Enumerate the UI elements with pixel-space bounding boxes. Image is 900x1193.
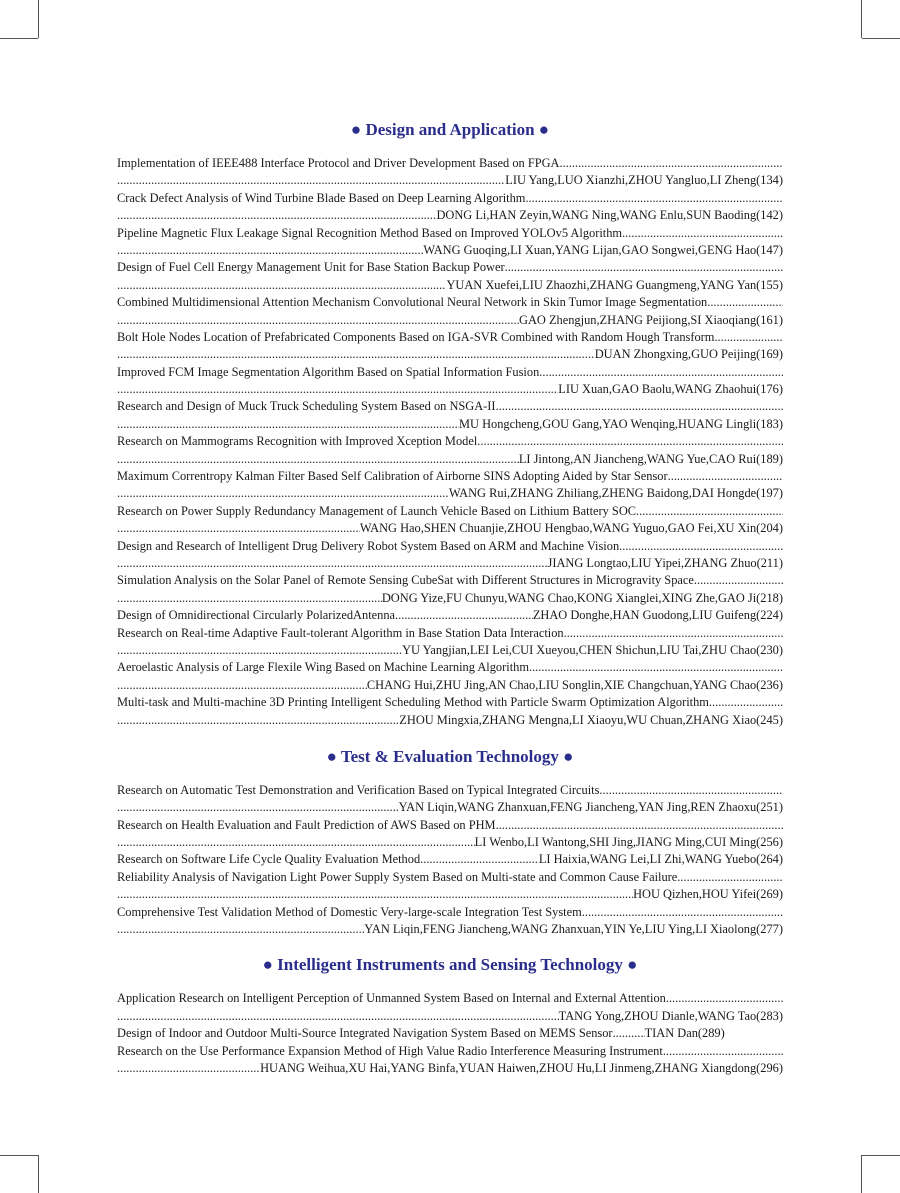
entry-title: Research and Design of Muck Truck Scheduling System Based on NSGA-II — [117, 399, 496, 414]
entry-authors: JIANG Longtao,LIU Yipei,ZHANG Zhuo(211) — [547, 555, 783, 570]
dot-leader — [709, 694, 783, 711]
dot-leader — [117, 677, 367, 694]
entry-authors: YAN Liqin,FENG Jiancheng,WANG Zhanxuan,YIN Ye,LIU Ying,LI Xiaolong(277) — [364, 922, 783, 937]
entry-title: Research on Mammograms Recognition with Improved Xception Model — [117, 434, 478, 449]
entry-title: Maximum Correntropy Kalman Filter Based Self Calibration of Airborne SINS Adopting Aided by Star Sensor — [117, 469, 668, 484]
dot-leader — [496, 398, 783, 415]
entry-title: Research on Real-time Adaptive Fault-tolerant Algorithm in Base Station Data Interaction — [117, 625, 564, 640]
entry-title: Crack Defect Analysis of Wind Turbine Blade Based on Deep Learning Algorithm — [117, 190, 526, 205]
dot-leader — [668, 468, 783, 485]
toc-entry[interactable] — [117, 503, 783, 538]
entry-authors: TANG Yong,ZHOU Dianle,WANG Tao(283) — [558, 1008, 783, 1023]
toc-entry[interactable] — [117, 625, 783, 660]
toc-entry[interactable] — [117, 538, 783, 573]
entry-authors: LI Wenbo,LI Wantong,SHI Jing,JIANG Ming,CUI Ming(256) — [474, 835, 783, 850]
entry-authors: LI Haixia,WANG Lei,LI Zhi,WANG Yuebo(264) — [538, 852, 783, 867]
bullet-icon: ● — [558, 746, 574, 766]
dot-leader — [420, 851, 539, 868]
section-title — [117, 745, 783, 769]
dot-leader — [117, 381, 558, 398]
bullet-icon: ● — [622, 955, 638, 975]
entry-authors: YU Yangjian,LEI Lei,CUI Xueyou,CHEN Shichun,LIU Tai,ZHU Chao(230) — [402, 642, 783, 657]
crop-mark-top-right — [862, 38, 900, 39]
dot-leader — [636, 503, 783, 520]
dot-leader — [663, 1043, 783, 1060]
toc-entry[interactable] — [117, 190, 783, 225]
dot-leader — [395, 607, 533, 624]
entry-title: Aeroelastic Analysis of Large Flexile Wing Based on Machine Learning Algorithm — [117, 660, 529, 675]
dot-leader — [707, 294, 783, 311]
dot-leader — [694, 572, 783, 589]
dot-leader — [622, 225, 783, 242]
dot-leader — [619, 538, 783, 555]
toc-entry[interactable] — [117, 817, 783, 852]
toc-entry[interactable] — [117, 294, 783, 329]
entry-title: Application Research on Intelligent Perception of Unmanned System Based on Internal and External Attention — [117, 991, 666, 1006]
entry-title: Design and Research of Intelligent Drug Delivery Robot System Based on ARM and Machine Vision — [117, 538, 620, 553]
dot-leader — [582, 904, 783, 921]
section-gap — [117, 938, 783, 953]
dot-leader — [117, 242, 423, 259]
dot-leader — [505, 259, 783, 276]
entry-authors: TIAN Dan(289) — [644, 1026, 725, 1041]
section-gap — [117, 729, 783, 745]
entry-authors: DONG Li,HAN Zeyin,WANG Ning,WANG Enlu,SUN Baoding(142) — [436, 208, 783, 223]
toc-entry[interactable] — [117, 990, 783, 1025]
crop-mark-top-left — [0, 38, 38, 39]
entry-title: Multi-task and Multi-machine 3D Printing Intelligent Scheduling Method with Particle Swarm Optimization Algorithm — [117, 695, 709, 710]
dot-leader — [117, 590, 382, 607]
entry-authors: DONG Yize,FU Chunyu,WANG Chao,KONG Xianglei,XING Zhe,GAO Ji(218) — [381, 590, 783, 605]
dot-leader — [666, 990, 783, 1007]
crop-mark-top-right — [861, 0, 862, 38]
toc-entry[interactable] — [117, 329, 783, 364]
toc-entry[interactable] — [117, 1025, 783, 1042]
section-title-text: Intelligent Instruments and Sensing Technology — [277, 955, 623, 975]
dot-leader — [117, 555, 548, 572]
section-title — [117, 953, 783, 977]
entry-authors: LIU Xuan,GAO Baolu,WANG Zhaohui(176) — [558, 382, 783, 397]
dot-leader — [117, 172, 505, 189]
dot-leader — [539, 364, 783, 381]
entry-title: Research on Power Supply Redundancy Management of Launch Vehicle Based on Lithium Battery SOC — [117, 503, 637, 518]
entry-authors: YUAN Xuefei,LIU Zhaozhi,ZHANG Guangmeng,YANG Yan(155) — [446, 277, 783, 292]
toc-entry[interactable] — [117, 155, 783, 190]
entry-authors: WANG Guoqing,LI Xuan,YANG Lijan,GAO Songwei,GENG Hao(147) — [423, 242, 783, 257]
dot-leader — [525, 190, 783, 207]
entry-authors: HOU Qizhen,HOU Yifei(269) — [633, 887, 783, 902]
toc-entry[interactable] — [117, 1043, 783, 1078]
crop-mark-bottom-right — [862, 1155, 900, 1156]
toc-entry[interactable] — [117, 468, 783, 503]
crop-mark-top-left — [38, 0, 39, 38]
dot-leader — [117, 520, 360, 537]
dot-leader — [560, 155, 784, 172]
dot-leader — [496, 817, 783, 834]
toc-entry[interactable] — [117, 904, 783, 939]
dot-leader — [117, 886, 633, 903]
entry-authors: ZHAO Donghe,HAN Guodong,LIU Guifeng(224) — [532, 608, 783, 623]
dot-leader — [117, 207, 436, 224]
bullet-icon: ● — [326, 746, 341, 766]
entry-title: Design of Omnidirectional Circularly PolarizedAntenna — [117, 608, 396, 623]
toc-entry[interactable] — [117, 259, 783, 294]
entry-title: Reliability Analysis of Navigation Light Power Supply System Based on Multi-state and Common Cause Failure — [117, 869, 678, 884]
entry-list — [117, 155, 783, 729]
dot-leader — [117, 277, 446, 294]
entry-authors: LIU Yang,LUO Xianzhi,ZHOU Yangluo,LI Zheng(134) — [505, 173, 783, 188]
entry-authors: HUANG Weihua,XU Hai,YANG Binfa,YUAN Haiwen,ZHOU Hu,LI Jinmeng,ZHANG Xiangdong(296) — [260, 1060, 783, 1075]
entry-list — [117, 782, 783, 939]
bullet-icon: ● — [262, 955, 278, 975]
toc-entry[interactable] — [117, 572, 783, 607]
dot-leader — [714, 329, 783, 346]
entry-authors: LI Jintong,AN Jiancheng,WANG Yue,CAO Rui(189) — [518, 451, 783, 466]
bullet-icon: ● — [350, 120, 366, 139]
entry-title: Pipeline Magnetic Flux Leakage Signal Recognition Method Based on Improved YOLOv5 Algorithm — [117, 225, 623, 240]
entry-title: Design of Indoor and Outdoor Multi-Source Integrated Navigation System Based on MEMS Sensor — [117, 1026, 613, 1041]
entry-authors: WANG Rui,ZHANG Zhiliang,ZHENG Baidong,DAI Hongde(197) — [448, 486, 783, 501]
toc-entry[interactable] — [117, 225, 783, 260]
table-of-contents — [117, 118, 783, 1077]
entry-title: Design of Fuel Cell Energy Management Unit for Base Station Backup Power — [117, 260, 505, 275]
entry-authors: DUAN Zhongxing,GUO Peijing(169) — [594, 347, 783, 362]
section-title-text: Design and Application — [365, 120, 535, 139]
dot-leader — [117, 485, 449, 502]
entry-title: Research on the Use Performance Expansion Method of High Value Radio Interference Measuring Instrument — [117, 1043, 663, 1058]
toc-entry[interactable] — [117, 607, 783, 624]
toc-entry[interactable] — [117, 398, 783, 433]
section-title-text: Test & Evaluation Technology — [340, 746, 559, 766]
dot-leader — [117, 834, 475, 851]
entry-title: Bolt Hole Nodes Location of Prefabricated Components Based on IGA-SVR Combined with Random Hough Transform — [117, 329, 715, 344]
entry-title: Combined Multidimensional Attention Mechanism Convolutional Neural Network in Skin Tumor Image Segmentation — [117, 295, 708, 310]
crop-mark-bottom-left — [38, 1155, 39, 1193]
dot-leader — [599, 782, 783, 799]
dot-leader — [117, 312, 519, 329]
toc-entry[interactable] — [117, 659, 783, 694]
toc-entry[interactable] — [117, 782, 783, 817]
entry-list — [117, 990, 783, 1077]
dot-leader — [564, 625, 783, 642]
dot-leader — [117, 346, 595, 363]
entry-title: Implementation of IEEE488 Interface Protocol and Driver Development Based on FPGA — [117, 156, 560, 170]
section-title — [117, 118, 783, 142]
entry-authors: WANG Hao,SHEN Chuanjie,ZHOU Hengbao,WANG Yuguo,GAO Fei,XU Xin(204) — [359, 521, 783, 536]
toc-entry[interactable] — [117, 869, 783, 904]
entry-authors: GAO Zhengjun,ZHANG Peijiong,SI Xiaoqiang(161) — [519, 312, 783, 327]
entry-authors: CHANG Hui,ZHU Jing,AN Chao,LIU Songlin,XIE Changchuan,YANG Chao(236) — [366, 677, 783, 692]
dot-leader — [529, 659, 783, 676]
crop-mark-bottom-left — [0, 1155, 38, 1156]
dot-leader — [117, 451, 519, 468]
entry-title: Improved FCM Image Segmentation Algorithm Based on Spatial Information Fusion — [117, 364, 540, 379]
dot-leader — [117, 1008, 559, 1025]
entry-authors: ZHOU Mingxia,ZHANG Mengna,LI Xiaoyu,WU Chuan,ZHANG Xiao(245) — [399, 712, 783, 727]
entry-title: Research on Software Life Cycle Quality Evaluation Method — [117, 852, 421, 867]
bullet-icon: ● — [534, 120, 550, 139]
dot-leader — [677, 869, 783, 886]
entry-title: Research on Health Evaluation and Fault Prediction of AWS Based on PHM — [117, 817, 496, 832]
dot-leader — [477, 433, 783, 450]
dot-leader — [117, 642, 402, 659]
toc-entry[interactable] — [117, 694, 783, 729]
entry-authors: YAN Liqin,WANG Zhanxuan,FENG Jiancheng,YAN Jing,REN Zhaoxu(251) — [398, 800, 783, 815]
crop-mark-bottom-right — [861, 1155, 862, 1193]
dot-leader — [117, 799, 399, 816]
toc-entry[interactable] — [117, 851, 783, 868]
toc-entry[interactable] — [117, 433, 783, 468]
entry-authors: MU Hongcheng,GOU Gang,YAO Wenqing,HUANG Lingli(183) — [459, 416, 783, 431]
entry-title: Research on Automatic Test Demonstration and Verification Based on Typical Integrated Circuits — [117, 782, 600, 797]
dot-leader — [117, 921, 364, 938]
dot-leader — [613, 1025, 645, 1042]
dot-leader — [117, 416, 459, 433]
dot-leader — [117, 1060, 260, 1077]
entry-title: Comprehensive Test Validation Method of Domestic Very-large-scale Integration Test System — [117, 904, 582, 919]
dot-leader — [117, 712, 399, 729]
entry-title: Simulation Analysis on the Solar Panel of Remote Sensing CubeSat with Different Structures in Microgravity Space — [117, 573, 694, 588]
toc-entry[interactable] — [117, 364, 783, 399]
